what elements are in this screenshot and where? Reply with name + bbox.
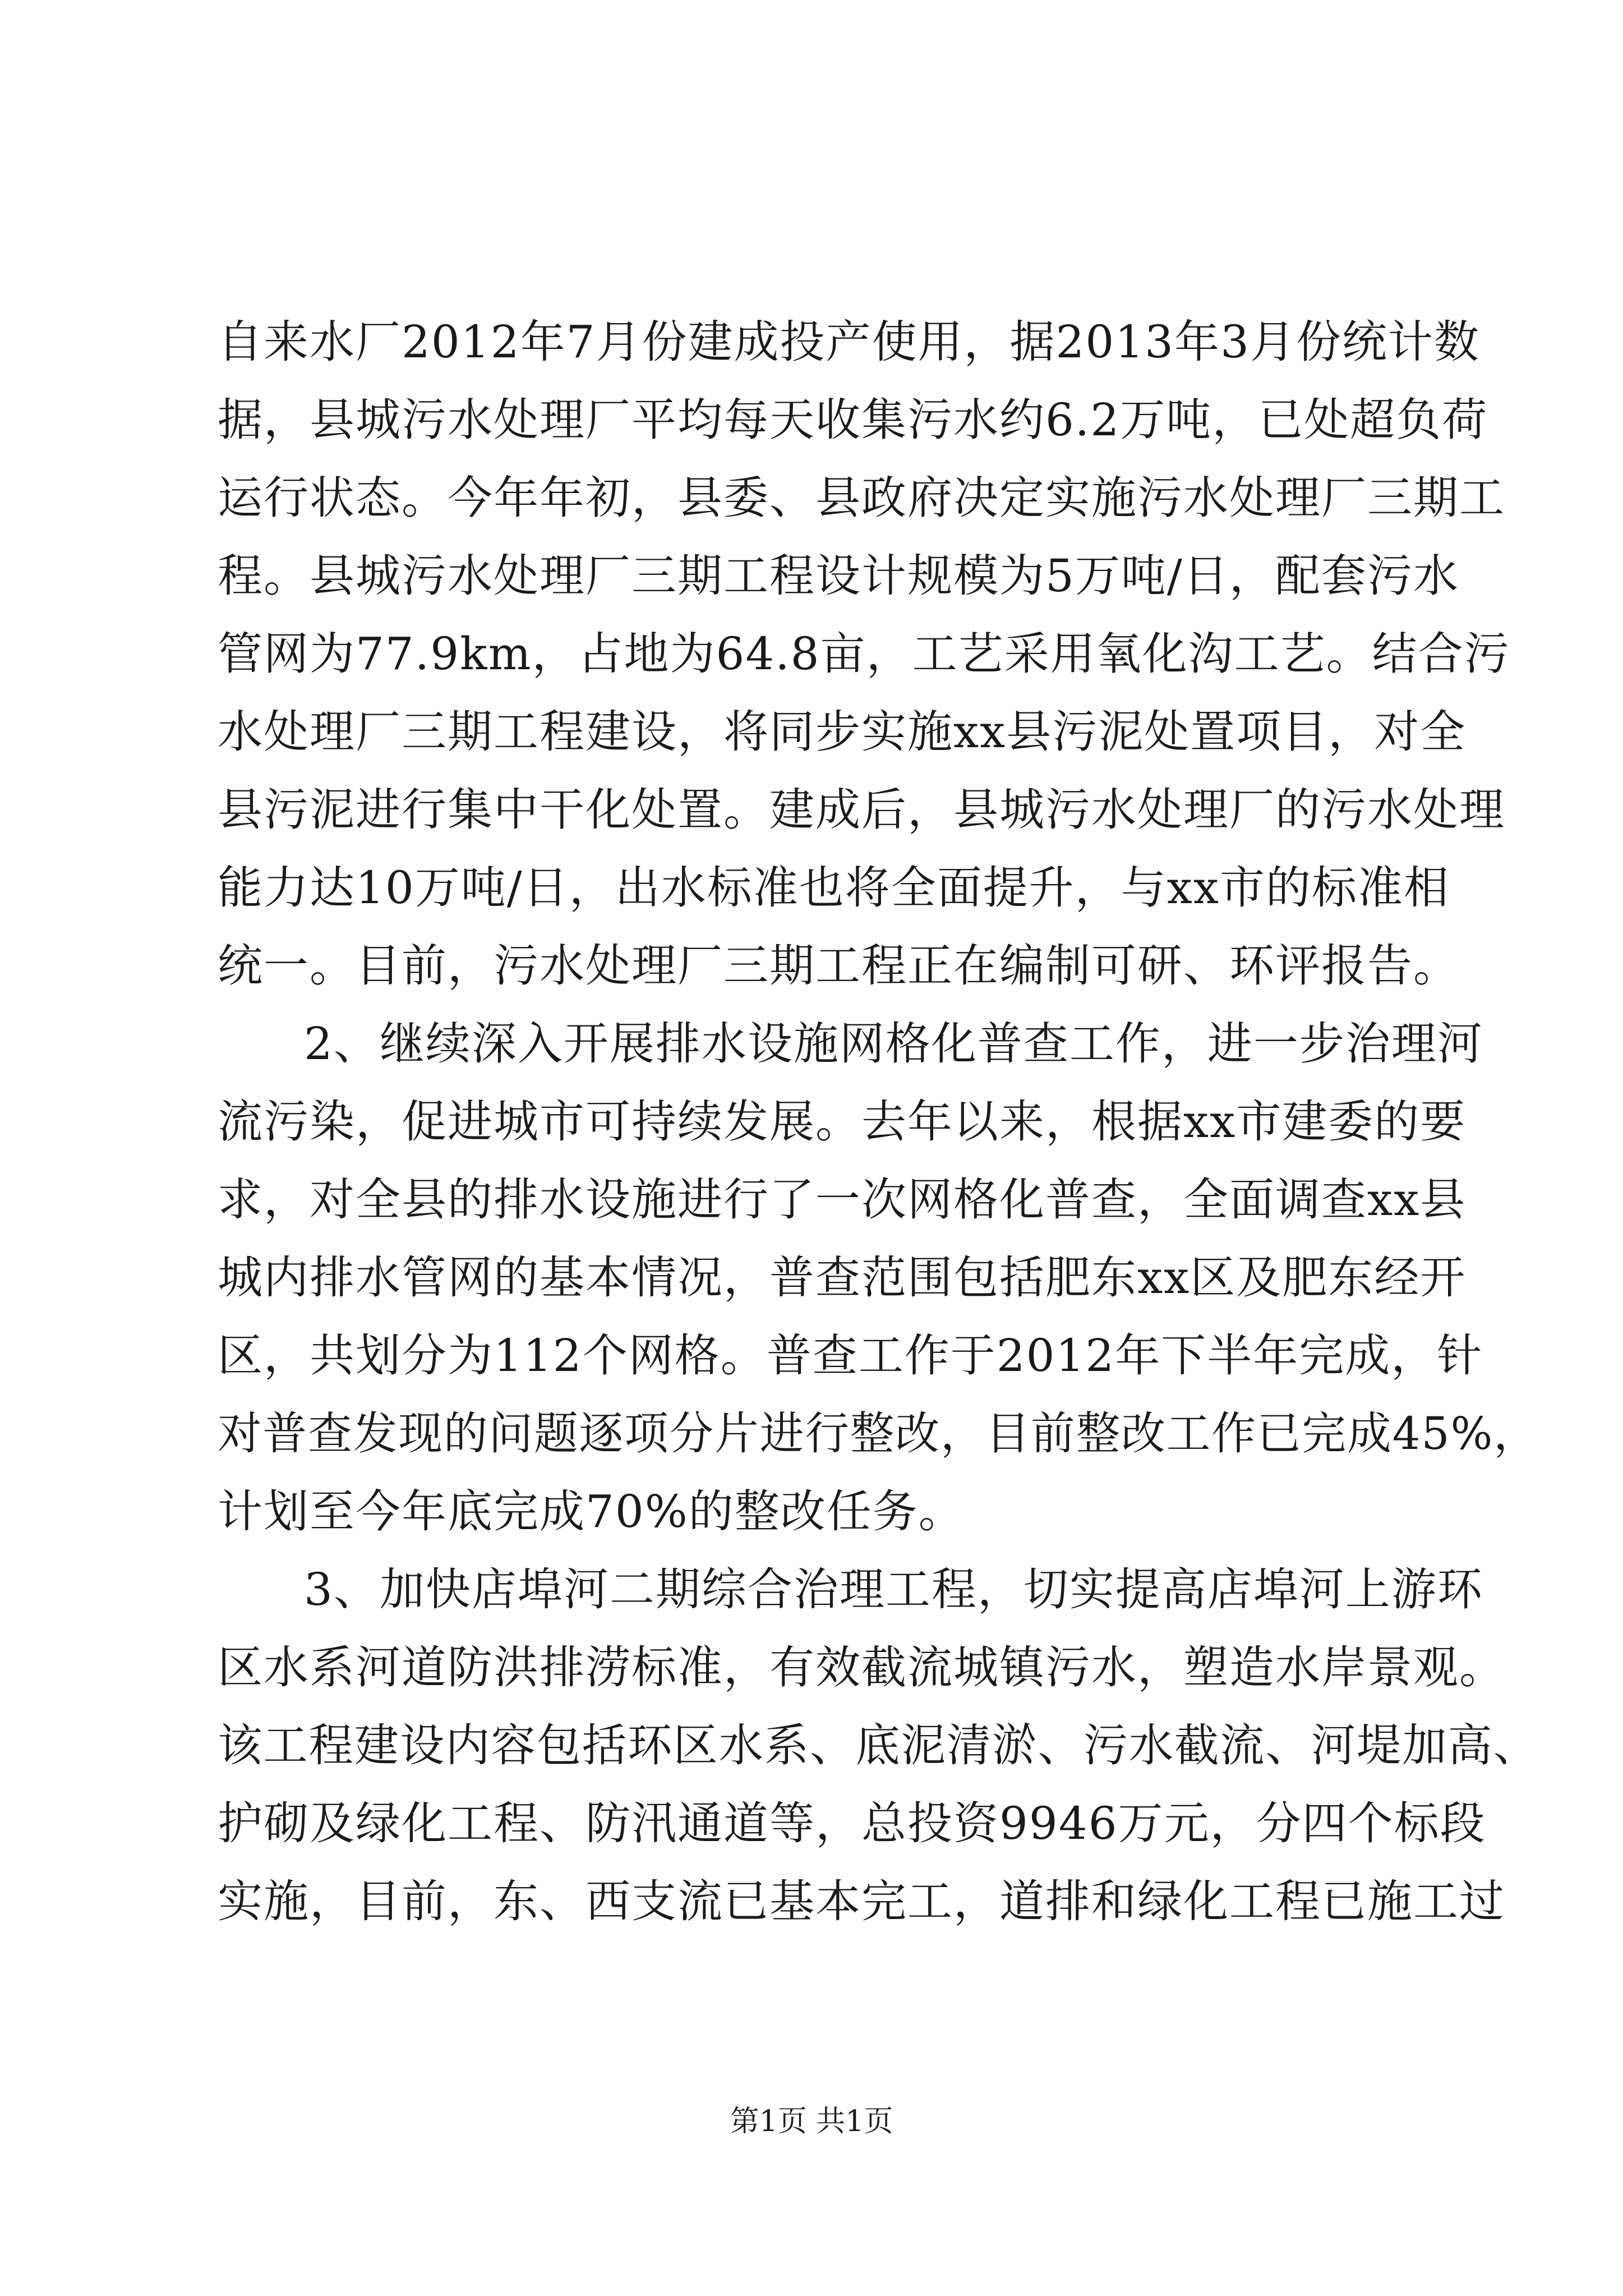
text-line: 县污泥进行集中干化处置。建成后，县城污水处理厂的污水处理 — [218, 784, 1505, 836]
text-line: 区，共划分为112个网格。普查工作于2012年下半年完成，针 — [218, 1329, 1483, 1382]
paragraph-3-start: 3、加快店埠河二期综合治理工程，切实提高店埠河上游环 — [304, 1563, 1483, 1616]
text-line: 护砌及绿化工程、防汛通道等，总投资9946万元，分四个标段 — [218, 1797, 1486, 1849]
text-line: 计划至今年底完成70%的整改任务。 — [218, 1485, 965, 1538]
text-line: 对普查发现的问题逐项分片进行整改，目前整改工作已完成45%， — [218, 1407, 1539, 1460]
text-line: 该工程建设内容包括环区水系、底泥清淤、污水截流、河堤加高、 — [218, 1719, 1539, 1772]
text-line: 求，对全县的排水设施进行了一次网格化普查，全面调查xx县 — [218, 1174, 1467, 1226]
text-line: 运行状态。今年年初，县委、县政府决定实施污水处理厂三期工 — [218, 472, 1505, 524]
text-line: 管网为77.9km，占地为64.8亩，工艺采用氧化沟工艺。结合污 — [218, 628, 1510, 680]
text-line: 区水系河道防洪排涝标准，有效截流城镇污水，塑造水岸景观。 — [218, 1641, 1505, 1694]
text-line: 据，县城污水处理厂平均每天收集污水约6.2万吨，已处超负荷 — [218, 394, 1488, 446]
page-footer: 第1页 共1页 — [730, 2105, 893, 2138]
text-line: 自来水厂2012年7月份建成投产使用，据2013年3月份统计数 — [218, 316, 1480, 368]
text-line: 统一。目前，污水处理厂三期工程正在编制可研、环评报告。 — [218, 940, 1459, 992]
text-line: 流污染，促进城市可持续发展。去年以来，根据xx市建委的要 — [218, 1096, 1467, 1148]
text-line: 能力达10万吨/日，出水标准也将全面提升，与xx市的标准相 — [218, 862, 1450, 914]
paragraph-2-start: 2、继续深入开展排水设施网格化普查工作，进一步治理河 — [304, 1018, 1483, 1070]
text-line: 水处理厂三期工程建设，将同步实施xx县污泥处置项目，对全 — [218, 706, 1467, 758]
text-line: 实施，目前，东、西支流已基本完工，道排和绿化工程已施工过 — [218, 1875, 1505, 1927]
text-line: 城内排水管网的基本情况，普查范围包括肥东xx区及肥东经开 — [218, 1251, 1467, 1304]
text-line: 程。县城污水处理厂三期工程设计规模为5万吨/日，配套污水 — [218, 550, 1459, 602]
